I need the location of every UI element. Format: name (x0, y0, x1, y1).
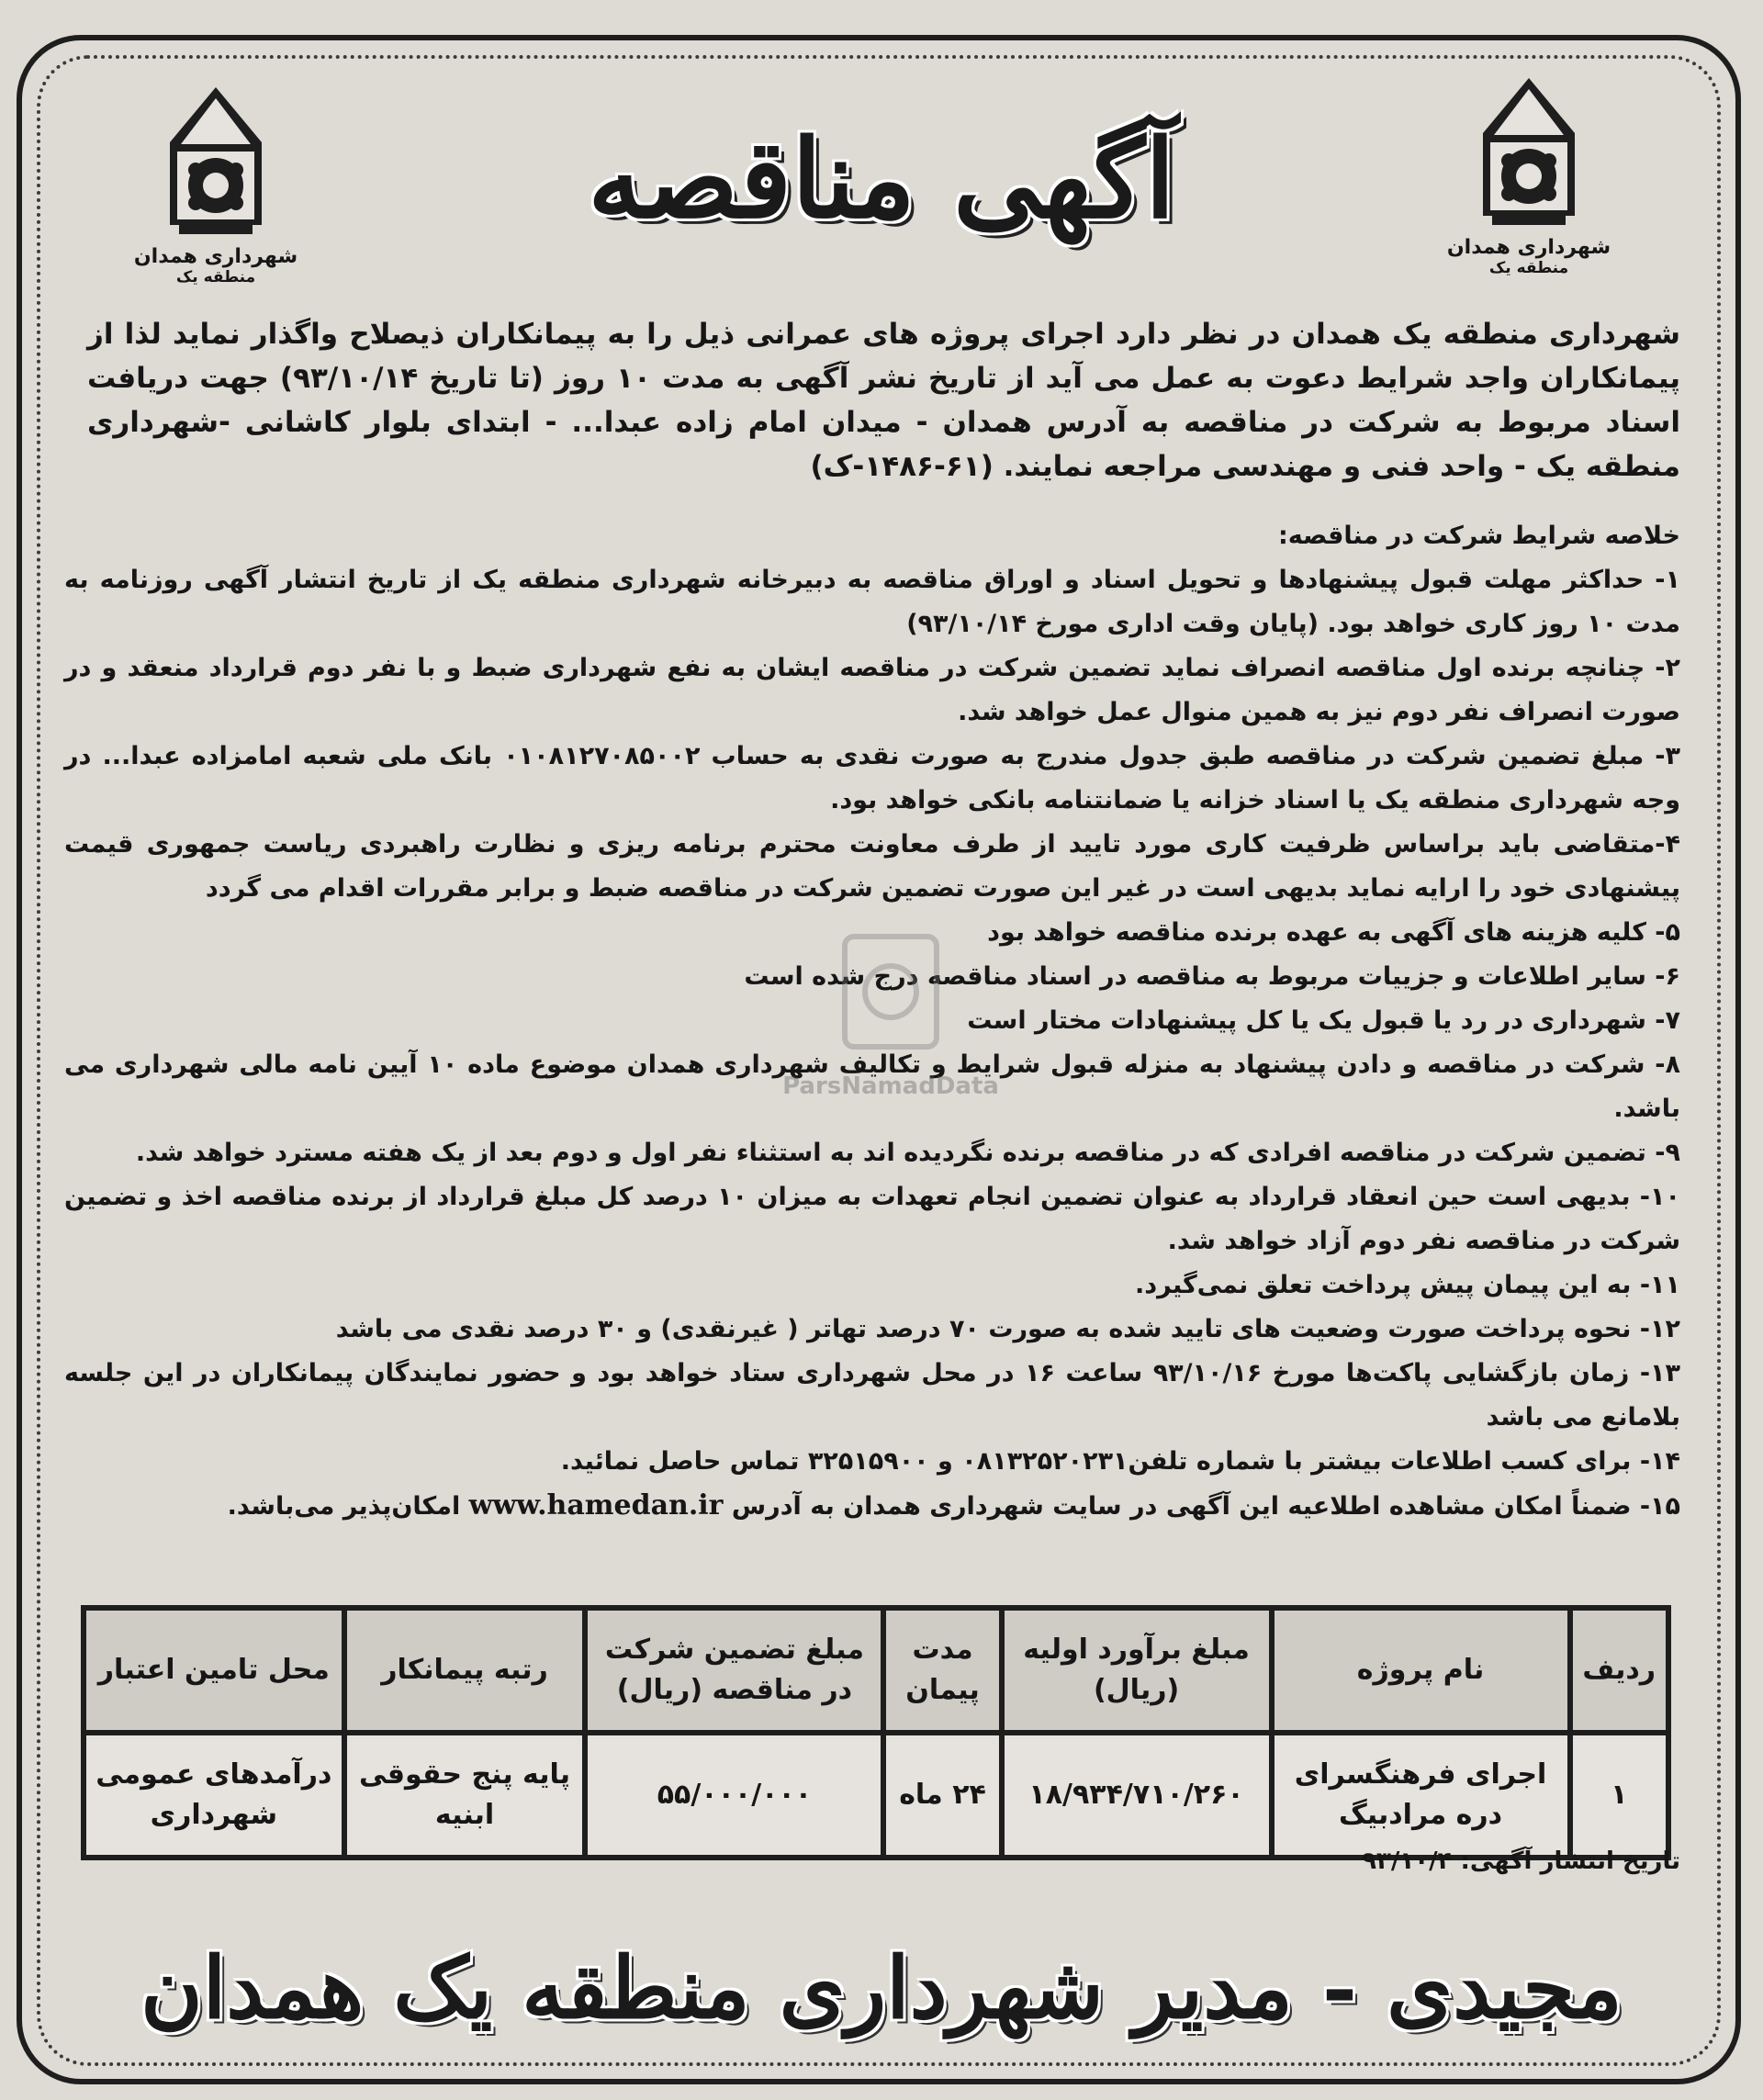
header-cell: مبلغ تضمین شرکت در مناقصه (ریال) (588, 1611, 881, 1730)
signature-line: مجیدی - مدیر شهرداری منطقه یک همدان (140, 1938, 1623, 2038)
watermark (716, 918, 1065, 1139)
condition-item-15 (64, 1484, 1680, 1529)
condition-item: ۴-متقاضی باید براساس ظرفیت کاری مورد تایید از طرف معاونت محترم برنامه ریزی و نظارت راهبردی ریاست جمهوری قیمت پیشنهادی خود را ارایه نماید بدیهی است در غیر این صورت تضمین شرکت در مناقصه ضبط و برابر مقررات اقدام می گردد (64, 830, 1680, 903)
table-cell: درآمدهای عمومی شهرداری (86, 1735, 342, 1855)
condition-item: ۹- تضمین شرکت در مناقصه افرادی که در مناقصه برنده نگردیده اند به استثناء نفر اول و دوم بعد از یک هفته مسترد خواهد شد. (135, 1139, 1680, 1167)
logo-right-line1: شهرداری همدان (1446, 236, 1611, 259)
table-cell: ۵۵/۰۰۰/۰۰۰ (588, 1735, 881, 1855)
publish-date: تاریخ انتشار آگهی: ۹۳/۱۰/۴ (1362, 1847, 1680, 1875)
table-cell: ۱ (1573, 1735, 1666, 1855)
municipality-emblem-icon (1465, 69, 1593, 234)
header-cell: مدت پیمان (886, 1611, 998, 1730)
table-cell: پایه پنج حقوقی ابنیه (347, 1735, 583, 1855)
municipality-emblem-icon (152, 78, 280, 243)
logo-left-line1: شهرداری همدان (133, 245, 298, 268)
condition-item: ۱۰- بدیهی است حین انعقاد قرارداد به عنوان تضمین انجام تعهدات به میزان ۱۰ درصد کل مبلغ قرارداد از برنده مناقصه اخذ و تضمین شرکت در مناقصه نفر دوم آزاد خواهد شد. (64, 1183, 1680, 1255)
watermark-text: ParsNamadData (782, 1072, 999, 1100)
condition-item: ۱۴- برای کسب اطلاعات بیشتر با شماره تلفن۰۸۱۳۲۵۲۰۲۳۱ و ۳۲۵۱۵۹۰۰ تماس حاصل نمائید. (560, 1447, 1680, 1476)
website-link[interactable]: www.hamedan.ir (468, 1489, 724, 1522)
logo-left-line2: منطقه یک (175, 268, 256, 286)
ad-title: آگهی مناقصه (588, 115, 1175, 242)
watermark-emblem-icon (817, 918, 964, 1065)
item15-after: امکان‌پذیر می‌باشد. (227, 1492, 461, 1521)
condition-item: ۵- کلیه هزینه های آگهی به عهده برنده مناقصه خواهد بود (987, 918, 1680, 947)
header-cell: مبلغ برآورد اولیه (ریال) (1005, 1611, 1269, 1730)
table-header-row (86, 1611, 1666, 1730)
municipality-logo-left (119, 78, 312, 308)
condition-item: ۳- مبلغ تضمین شرکت در مناقصه طبق جدول مندرج به صورت نقدی به حساب ۰۱۰۸۱۲۷۰۸۵۰۰۲ بانک ملی شعبه امامزاده عبدا... در وجه شهرداری منطقه یک یا اسناد خزانه یا ضمانتنامه بانکی خواهد بود. (64, 742, 1680, 814)
table-cell: اجرای فرهنگسرای دره مرادبیگ (1275, 1735, 1567, 1855)
condition-item: ۶- سایر اطلاعات و جزییات مربوط به مناقصه در اسناد مناقصه درج شده است (744, 962, 1680, 991)
municipality-logo-right (1432, 69, 1625, 298)
table-cell: ۱۸/۹۳۴/۷۱۰/۲۶۰ (1005, 1735, 1269, 1855)
header-cell: ردیف (1573, 1611, 1666, 1730)
condition-item: ۱۱- به این پیمان پیش پرداخت تعلق نمی‌گیرد. (1135, 1271, 1680, 1299)
condition-item: ۸- شرکت در مناقصه و دادن پیشنهاد به منزله قبول شرایط و تکالیف شهرداری همدان موضوع ماده ۱۰ آیین نامه مالی شهرداری می باشد. (64, 1050, 1680, 1123)
condition-item: ۷- شهرداری در رد یا قبول یک یا کل پیشنهادات مختار است (967, 1006, 1680, 1035)
item15-before: ۱۵- ضمناً امکان مشاهده اطلاعیه این آگهی در سایت شهرداری همدان به آدرس (731, 1492, 1680, 1521)
logo-right-line2: منطقه یک (1488, 259, 1569, 277)
condition-item: ۱- حداکثر مهلت قبول پیشنهادها و تحویل اسناد و اوراق مناقصه به دبیرخانه شهرداری منطقه یک از تاریخ انتشار آگهی روزنامه به مدت ۱۰ روز کاری خواهد بود. (پایان وقت اداری مورخ ۹۳/۱۰/۱۴) (64, 566, 1680, 638)
table-row (86, 1735, 1666, 1855)
tender-table (81, 1605, 1671, 1860)
intro-paragraph: شهرداری منطقه یک همدان در نظر دارد اجرای پروژه های عمرانی ذیل را به پیمانکاران ذیصلاح واگذار نماید لذا از پیمانکاران واجد شرایط دعوت به عمل می آید از تاریخ نشر آگهی به مدت ۱۰ روز (تا تاریخ ۹۳/۱۰/۱۴) جهت دریافت اسناد مربوط به شرکت در مناقصه به آدرس همدان - میدان امام زاده عبدا... - ابتدای بلوار کاشانی -شهرداری منطقه یک - واحد فنی و مهندسی مراجعه نمایند. (۶۱-۱۴۸۶-ک) (87, 318, 1680, 483)
header-cell: نام پروژه (1275, 1611, 1567, 1730)
header-cell: محل تامین اعتبار (86, 1611, 342, 1730)
conditions-heading: خلاصه شرایط شرکت در مناقصه: (1277, 522, 1680, 550)
condition-item: ۱۲- نحوه پرداخت صورت وضعیت های تایید شده به صورت ۷۰ درصد تهاتر ( غیرنقدی) و ۳۰ درصد نقدی می باشد (335, 1315, 1680, 1343)
condition-item: ۱۳- زمان بازگشایی پاکت‌ها مورخ ۹۳/۱۰/۱۶ ساعت ۱۶ در محل شهرداری ستاد خواهد بود و حضور نمایندگان پیمانکاران در این جلسه بلامانع می باشد (64, 1359, 1681, 1432)
condition-item: ۲- چنانچه برنده اول مناقصه انصراف نماید تضمین شرکت در مناقصه ایشان به نفع شهرداری ضبط و با نفر دوم قرارداد منعقد و در صورت انصراف نفر دوم نیز به همین منوال عمل خواهد شد. (64, 654, 1680, 726)
header-cell: رتبه پیمانکار (347, 1611, 583, 1730)
table-cell: ۲۴ ماه (886, 1735, 998, 1855)
